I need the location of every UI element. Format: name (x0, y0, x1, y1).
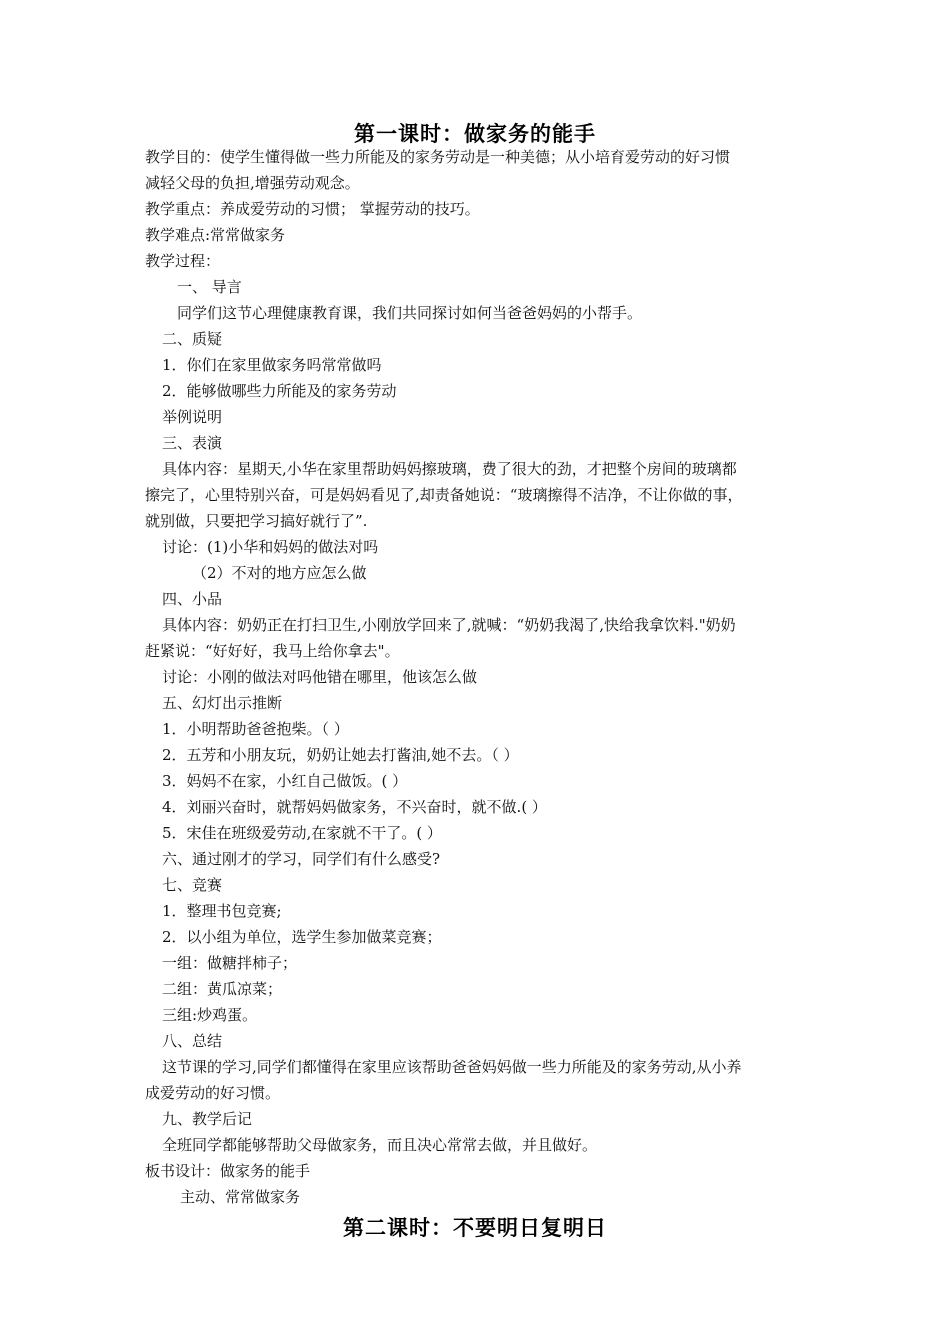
intro-text: 同学们这节心理健康教育课，我们共同探讨如何当爸爸妈妈的小帮手。 (177, 304, 643, 322)
example-note: 举例说明 (162, 408, 223, 426)
performance-text-1: 具体内容：星期天,小华在家里帮助妈妈擦玻璃，费了很大的劲，才把整个房间的玻璃都 (162, 460, 737, 478)
section-feelings-heading: 六、通过刚才的学习，同学们有什么感受? (162, 850, 441, 868)
judgement-4: 4．刘丽兴奋时，就帮妈妈做家务，不兴奋时，就不做.( ） (162, 798, 547, 816)
summary-text-2: 成爱劳动的好习惯。 (145, 1084, 281, 1102)
section-contest-heading: 七、竞赛 (162, 876, 223, 894)
section-summary-heading: 八、总结 (162, 1032, 223, 1050)
group-2: 二组：黄瓜凉菜； (162, 980, 283, 998)
performance-text-2: 擦完了，心里特别兴奋，可是妈妈看见了,却责备她说：“玻璃擦得不洁净，不让你做的事， (145, 486, 743, 504)
skit-discussion: 讨论：小刚的做法对吗他错在哪里，他该怎么做 (162, 668, 478, 686)
key-points: 教学重点：养成爱劳动的习惯； 掌握劳动的技巧。 (145, 200, 480, 218)
section-intro-heading: 一、 导言 (177, 278, 242, 296)
judgement-5: 5．宋佳在班级爱劳动,在家就不干了。( ） (162, 824, 442, 842)
board-design-detail: 主动、常常做家务 (180, 1188, 301, 1206)
section-question-heading: 二、质疑 (162, 330, 223, 348)
skit-text-1: 具体内容：奶奶正在打扫卫生,小刚放学回来了,就喊：“奶奶我渴了,快给我拿饮料."奶奶 (162, 616, 736, 634)
objective-line-1: 教学目的：使学生懂得做一些力所能及的家务劳动是一种美德；从小培育爱劳动的好习惯 (145, 148, 731, 166)
group-1: 一组：做糖拌柿子； (162, 954, 298, 972)
performance-text-3: 就别做，只要把学习搞好就行了”. (145, 512, 368, 530)
section-postscript-heading: 九、教学后记 (162, 1110, 253, 1128)
section-skit-heading: 四、小品 (162, 590, 223, 608)
summary-text-1: 这节课的学习,同学们都懂得在家里应该帮助爸爸妈妈做一些力所能及的家务劳动,从小养 (162, 1058, 742, 1076)
group-3: 三组:炒鸡蛋。 (162, 1006, 258, 1024)
board-design: 板书设计：做家务的能手 (145, 1162, 311, 1180)
section-performance-heading: 三、表演 (162, 434, 223, 452)
judgement-3: 3．妈妈不在家，小红自己做饭。( ） (162, 772, 408, 790)
lesson1-title: 第一课时：做家务的能手 (354, 122, 596, 146)
contest-1: 1．整理书包竞赛; (162, 902, 282, 920)
skit-text-2: 赶紧说：“好好好，我马上给你拿去"。 (145, 642, 400, 660)
question-2: 2．能够做哪些力所能及的家务劳动 (162, 382, 397, 400)
lesson2-title: 第二课时：不要明日复明日 (343, 1216, 607, 1240)
postscript-text: 全班同学都能够帮助父母做家务，而且决心常常去做，并且做好。 (162, 1136, 598, 1154)
judgement-2: 2．五芳和小朋友玩，奶奶让她去打酱油,她不去。（ ） (162, 746, 519, 764)
question-1: 1．你们在家里做家务吗常常做吗 (162, 356, 382, 374)
discussion-1: 讨论：(1)小华和妈妈的做法对吗 (162, 538, 379, 556)
contest-2: 2．以小组为单位，选学生参加做菜竞赛； (162, 928, 442, 946)
objective-line-2: 减轻父母的负担,增强劳动观念。 (145, 174, 360, 192)
discussion-2: （2）不对的地方应怎么做 (192, 564, 367, 582)
section-slides-heading: 五、幻灯出示推断 (162, 694, 283, 712)
process-heading: 教学过程： (145, 252, 221, 270)
difficulty: 教学难点:常常做家务 (145, 226, 286, 244)
judgement-1: 1．小明帮助爸爸抱柴。（ ） (162, 720, 349, 738)
